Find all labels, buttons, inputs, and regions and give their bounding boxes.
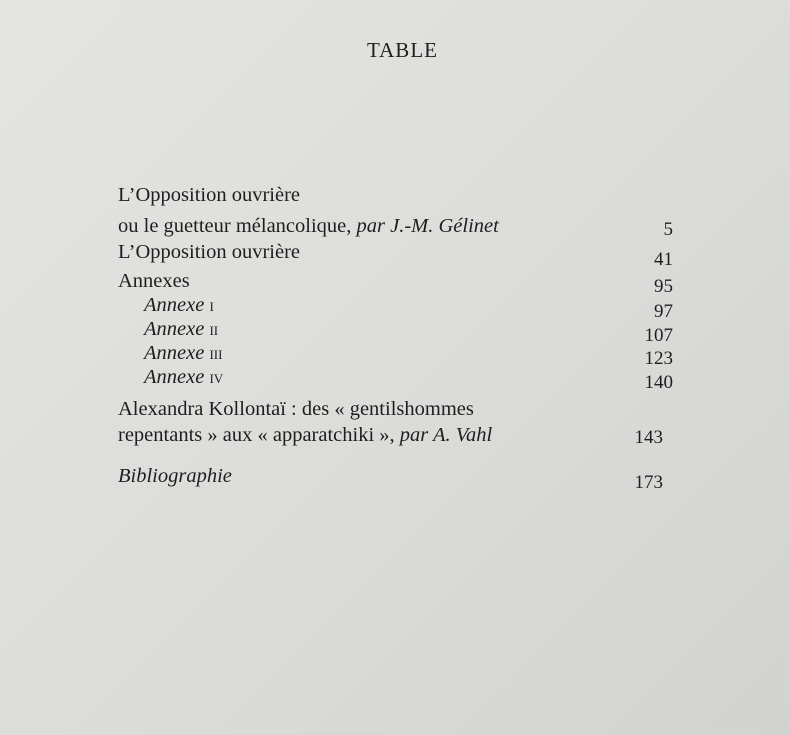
toc-entry-annexe-2 [118,318,673,344]
toc-page-number: 143 [634,427,663,448]
toc-entry-annexe-4 [118,366,673,392]
toc-page-number: 95 [654,276,673,297]
toc-entry-subtitle: ou le guetteur mélancolique, [118,215,357,237]
toc-entry-label [144,366,223,389]
toc-entry-label-line2 [118,424,492,447]
toc-entry-label: Alexandra Kollontaï : des « gentilshommes [118,398,474,420]
toc-entry-subtitle: repentants » aux « apparatchiki », [118,424,400,446]
roman-numeral: iv [209,367,224,387]
annexe-word: Annexe [144,318,205,340]
toc-entry-label: L’Opposition ouvrière [118,241,301,263]
annexe-word: Annexe [144,294,205,316]
toc-entry-author: par J.-M. Gélinet [356,215,499,237]
toc-entry-opposition-intro-line1 [118,184,673,210]
roman-numeral: ii [209,319,219,339]
toc-entry-label [144,342,222,365]
toc-entry-kollontai-line1 [118,398,673,424]
toc-page-number: 123 [644,348,673,369]
annexe-word: Annexe [144,342,205,364]
toc-entry-label: Annexes [118,270,190,292]
toc-page-number: 5 [663,219,673,240]
toc-entry-label: Bibliographie [118,465,232,487]
toc-entry-annexe-3 [118,342,673,368]
toc-entry-opposition-intro [118,215,673,241]
toc-entry-label: L’Opposition ouvrière [118,184,301,206]
toc-entry-label [144,318,218,341]
toc-page-number: 41 [654,249,673,270]
toc-entry-author: par A. Vahl [399,424,493,446]
toc-entry-label-line2 [118,215,499,238]
toc-entry-annexes [118,270,673,296]
toc-entry-bibliographie [118,465,673,491]
roman-numeral: iii [209,343,223,363]
page-title: TABLE [367,38,438,62]
toc-page-number: 140 [644,372,673,393]
toc-entry-annexe-1 [118,294,673,320]
toc-entry-label [144,294,214,317]
toc-page-number: 97 [654,301,673,322]
toc-entry-opposition [118,241,673,270]
annexe-word: Annexe [144,366,205,388]
toc-page-number: 173 [634,472,663,493]
toc-entry-kollontai [118,424,673,450]
toc-page-number: 107 [644,325,673,346]
roman-numeral: i [209,295,214,315]
